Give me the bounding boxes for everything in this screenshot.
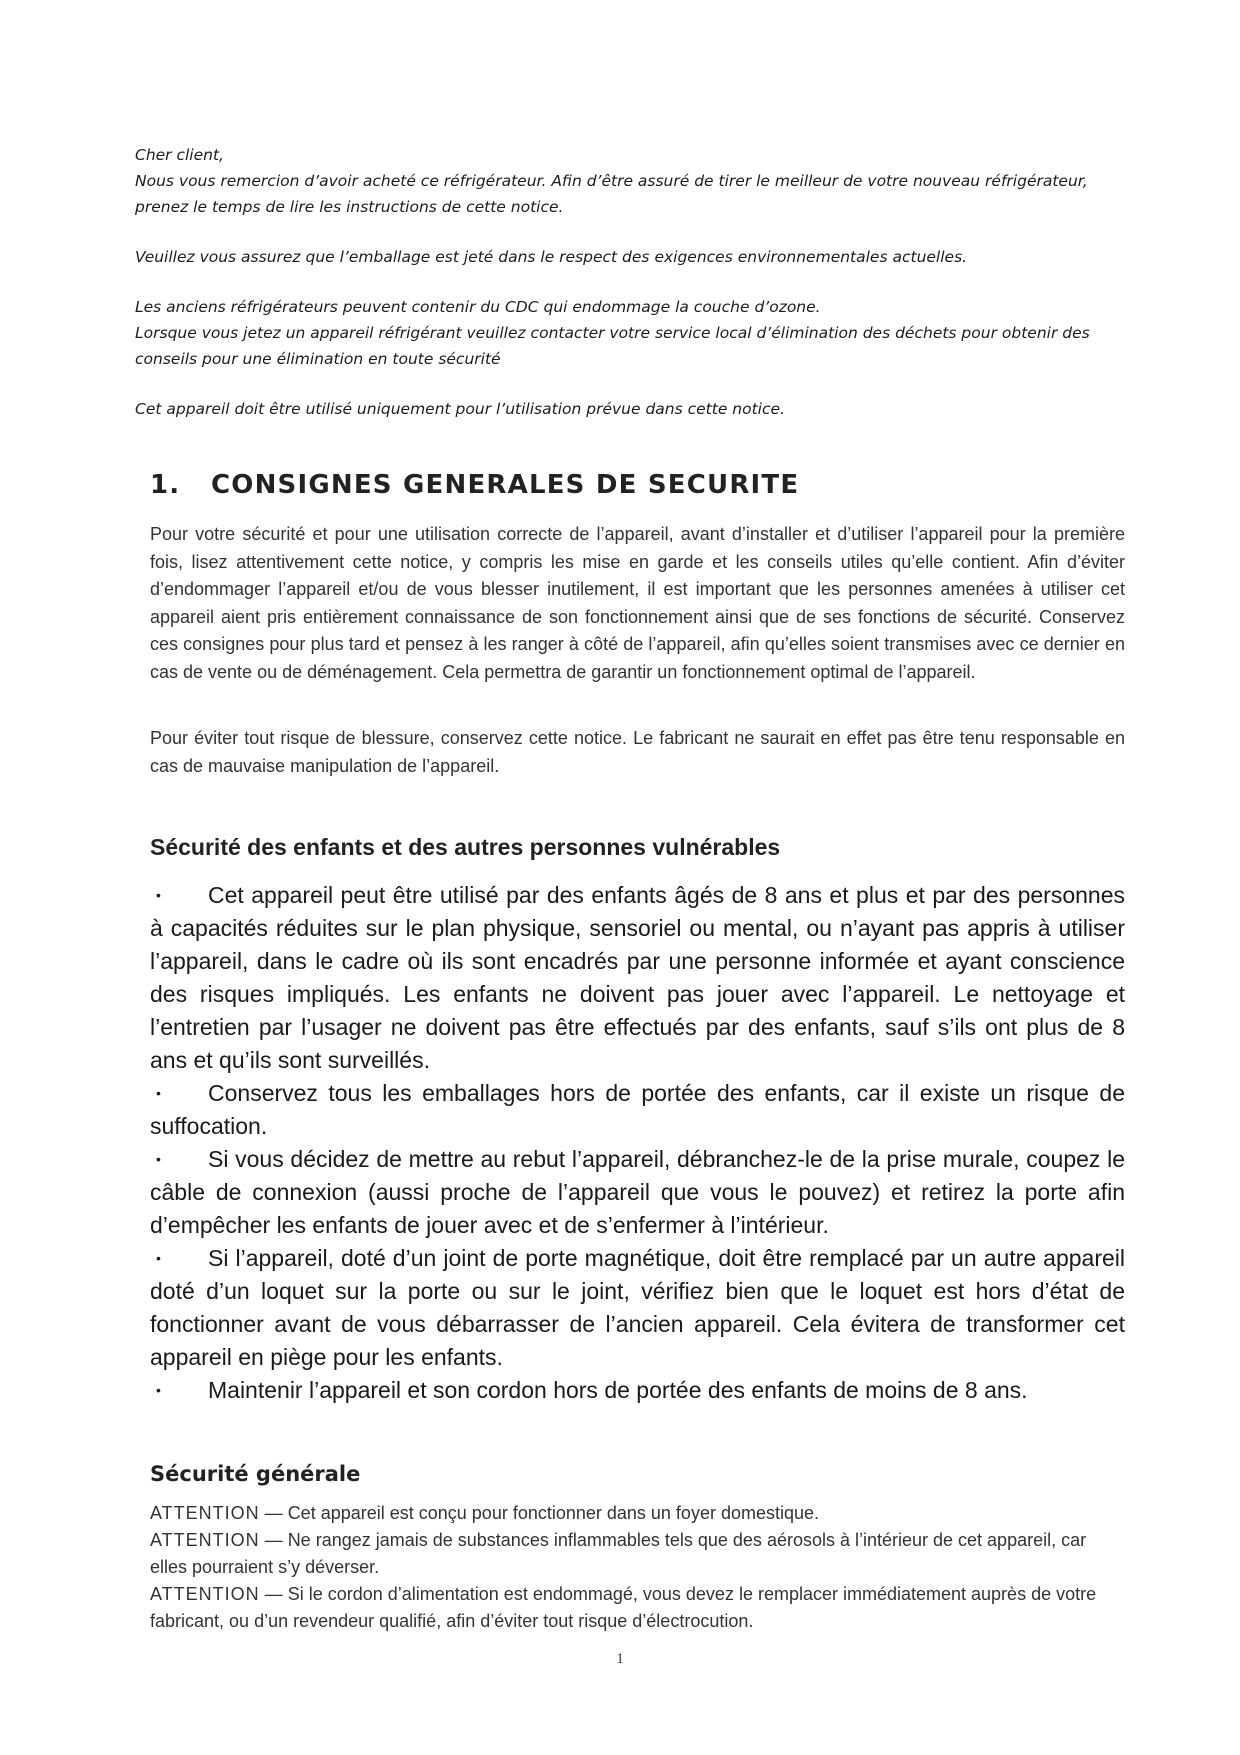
attention-item: ATTENTION — Ne rangez jamais de substances inflammables tels que des aérosols à l’intérieur de cet appareil, car elles pourraient s’y déverser. [150,1530,1087,1577]
attention-keyword: ATTENTION [150,1584,260,1604]
list-item: • Si l’appareil, doté d’un joint de porte magnétique, doit être remplacé par un autre appareil doté d’un loquet sur la porte ou sur le joint, vérifiez bien que le loquet est hors d’état de fonctionner avant de vous débarrasser de l’ancien appareil. Cela évitera de transformer cet appareil en piège pour les enfants. [150,1242,1125,1374]
intro-disposal: Lorsque vous jetez un appareil réfrigérant veuillez contacter votre service local d’élimination des déchets pour obtenir des conseils pour une élimination en toute sécurité [135,324,1090,368]
list-item: • Maintenir l’appareil et son cordon hors de portée des enfants de moins de 8 ans. [150,1374,1125,1407]
intro-usage: Cet appareil doit être utilisé uniquement pour l’utilisation prévue dans cette notice. [135,400,785,418]
list-item: • Cet appareil peut être utilisé par des enfants âgés de 8 ans et plus et par des personnes à capacités réduites sur le plan physique, sensoriel ou mental, ou n’ayant pas appris à utiliser l’appareil, dans le cadre où ils sont encadrés par une personne informée et ayant conscience des risques impliqués. Les enfants ne doivent pas jouer avec l’appareil. Le nettoyage et l’entretien par l’usager ne doivent pas être effectués par des enfants, sauf s’ils ont plus de 8 ans et qu’ils sont surveillés. [150,879,1125,1077]
intro-greeting: Cher client, [135,146,224,164]
bullet-icon: • [156,1151,161,1167]
intro-thanks: Nous vous remercion d’avoir acheté ce réfrigérateur. Afin d’être assuré de tirer le meilleur de votre nouveau réfrigérateur, prenez le temps de lire les instructions de cette notice. [135,172,1088,216]
general-safety-heading: Sécurité générale [150,1462,361,1486]
list-item: • Conservez tous les emballages hors de portée des enfants, car il existe un risque de suffocation. [150,1077,1125,1143]
bullet-icon: • [156,1250,161,1266]
children-safety-list [150,879,1125,1407]
intro-letter [135,142,1095,422]
intro-cdc-warning: Les anciens réfrigérateurs peuvent contenir du CDC qui endommage la couche d’ozone. [135,298,821,316]
section-title-text: CONSIGNES GENERALES DE SECURITE [211,470,800,500]
safety-intro-paragraph: Pour votre sécurité et pour une utilisation correcte de l’appareil, avant d’installer et d’utiliser l’appareil pour la première fois, lisez attentivement cette notice, y compris les mise en garde et les conseils utiles qu’elle contient. Afin d’éviter d’endommager l’appareil et/ou de vous blesser inutilement, il est important que les personnes amenées à utiliser cet appareil aient pris entièrement connaissance de son fonctionnement ainsi que de ses fonctions de sécurité. Conservez ces consignes pour plus tard et pensez à les ranger à côté de l’appareil, afin qu’elles soient transmises avec ce dernier en cas de vente ou de déménagement. Cela permettra de garantir un fonctionnement optimal de l’appareil. [150,524,1125,682]
section-number: 1. [150,470,181,500]
intro-packaging: Veuillez vous assurez que l’emballage est jeté dans le respect des exigences environnementales actuelles. [135,248,968,266]
list-item: • Si vous décidez de mettre au rebut l’appareil, débranchez-le de la prise murale, coupez le câble de connexion (aussi proche de l’appareil que vous le pouvez) et retirez la porte afin d’empêcher les enfants de jouer avec et de s’enfermer à l’intérieur. [150,1143,1125,1242]
bullet-icon: • [156,887,161,903]
page-number: 1 [616,1651,624,1667]
attention-list [150,1500,1125,1635]
liability-paragraph: Pour éviter tout risque de blessure, conservez cette notice. Le fabricant ne saurait en effet pas être tenu responsable en cas de mauvaise manipulation de l’appareil. [150,728,1125,776]
bullet-icon: • [156,1382,161,1398]
bullet-icon: • [156,1085,161,1101]
attention-item: ATTENTION — Si le cordon d’alimentation est endommagé, vous devez le remplacer immédiatement auprès de votre fabricant, ou d’un revendeur qualifié, afin d’éviter tout risque d’électrocution. [150,1584,1097,1631]
attention-keyword: ATTENTION [150,1530,260,1550]
section-title [150,470,1110,500]
children-safety-heading: Sécurité des enfants et des autres personnes vulnérables [150,834,781,860]
attention-keyword: ATTENTION [150,1503,260,1523]
attention-item: ATTENTION — Cet appareil est conçu pour fonctionner dans un foyer domestique. [150,1503,820,1523]
